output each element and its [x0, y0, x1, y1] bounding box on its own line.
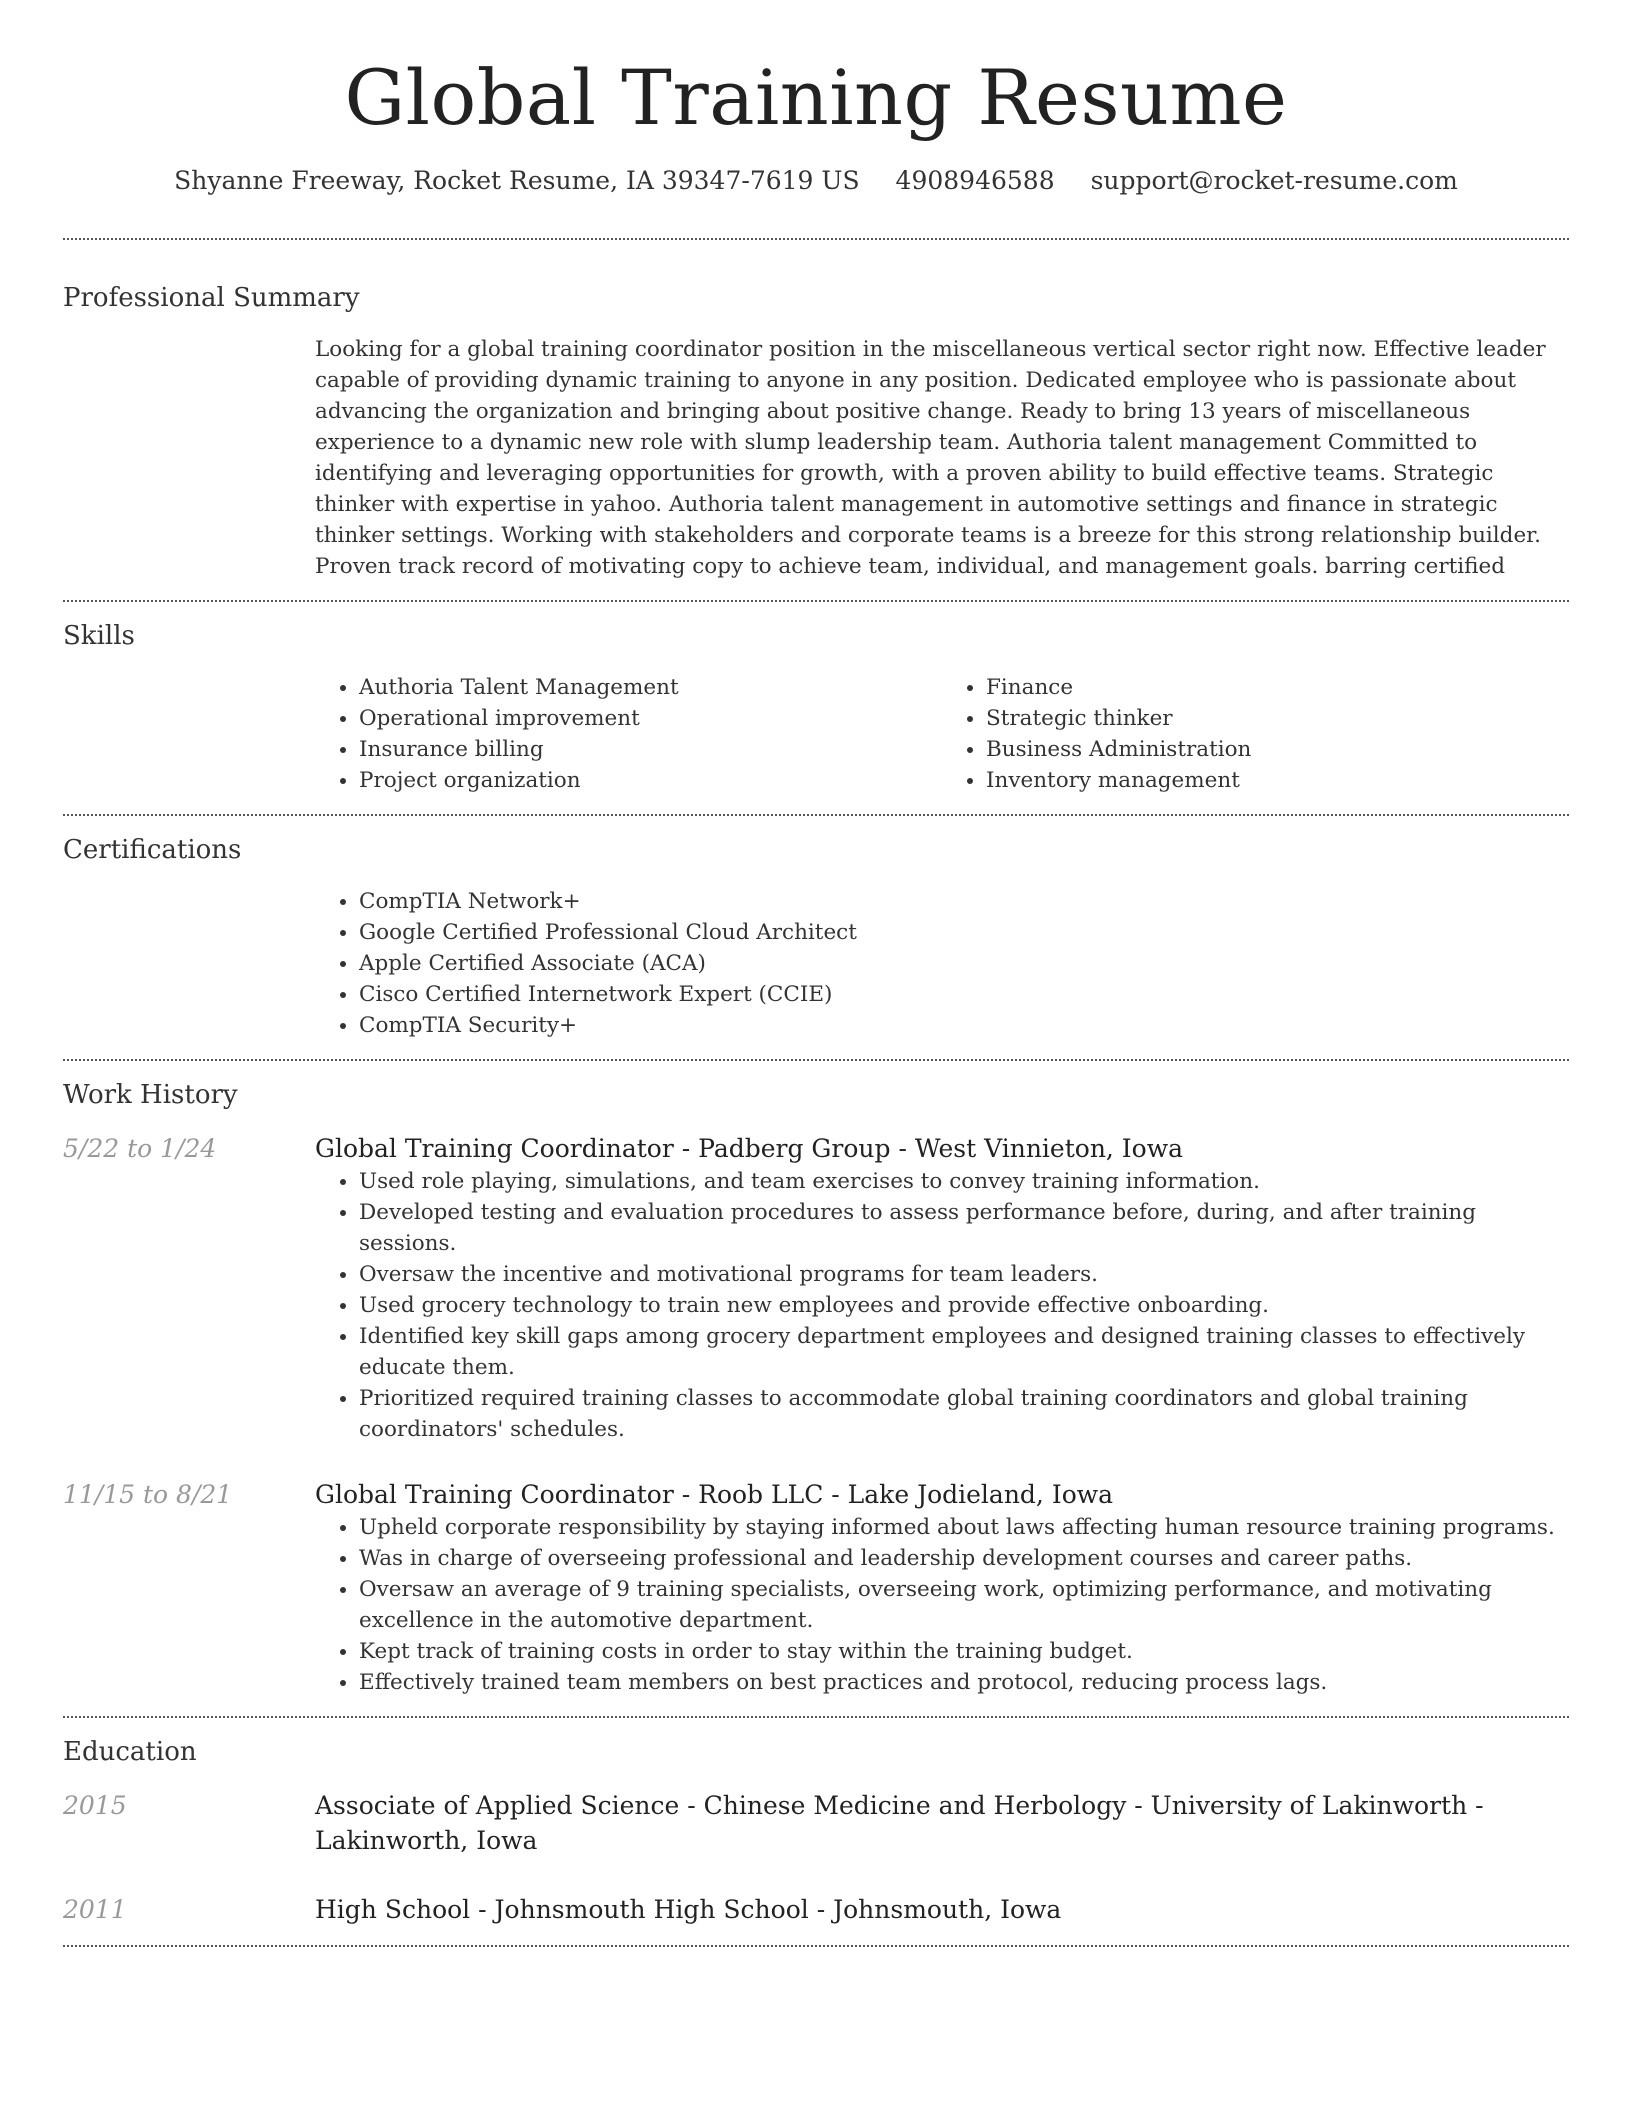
- certification-item: • CompTIA Network+: [359, 886, 1569, 917]
- resume-title: Global Training Resume: [344, 53, 1288, 142]
- education-title: Associate of Applied Science - Chinese Medicine and Herbology - University of Lakinworth - Lakinworth, Iowa: [315, 1791, 1484, 1855]
- job-bullet: • Developed testing and evaluation procedures to assess performance before, during, and after training sessions.: [359, 1197, 1569, 1259]
- job-dates: 5/22 to 1/24: [63, 1134, 217, 1163]
- job-bullet: • Upheld corporate responsibility by staying informed about laws affecting human resource training programs.: [359, 1512, 1569, 1543]
- section-title-certifications: Certifications: [63, 835, 242, 865]
- job-bullets: [315, 1166, 1569, 1445]
- skill-item: • Authoria Talent Management: [359, 672, 942, 703]
- section-divider: [63, 1945, 1569, 1947]
- contact-phone: 4908946588: [895, 166, 1055, 195]
- skill-item: • Strategic thinker: [986, 703, 1569, 734]
- contact-line: [63, 164, 1569, 198]
- section-title-skills: Skills: [63, 621, 135, 651]
- job-bullet: • Prioritized required training classes to accommodate global training coordinators and global training coordinators' schedules.: [359, 1383, 1569, 1445]
- skills-grid: [315, 672, 1569, 796]
- contact-email: support@rocket-resume.com: [1090, 166, 1458, 195]
- skill-item: • Inventory management: [986, 765, 1569, 796]
- job-bullet: • Was in charge of overseeing professional and leadership development courses and career paths.: [359, 1543, 1569, 1574]
- section-title-work: Work History: [63, 1080, 238, 1110]
- education-title: High School - Johnsmouth High School - Johnsmouth, Iowa: [315, 1895, 1062, 1924]
- education-entry: [63, 1892, 1569, 1927]
- contact-address: Shyanne Freeway, Rocket Resume, IA 39347-7619 US: [174, 166, 860, 195]
- job-dates: 11/15 to 8/21: [63, 1480, 233, 1509]
- skills-list-left: [315, 672, 942, 796]
- education-year: 2011: [63, 1895, 127, 1924]
- skill-item: • Project organization: [359, 765, 942, 796]
- skill-item: • Insurance billing: [359, 734, 942, 765]
- section-title-education: Education: [63, 1737, 197, 1767]
- summary-section: [63, 240, 1569, 600]
- resume-header: [63, 52, 1569, 198]
- work-history-section: [63, 1061, 1569, 1716]
- job-bullet: • Identified key skill gaps among grocery department employees and designed training classes to effectively educate them.: [359, 1321, 1569, 1383]
- job-title: Global Training Coordinator - Roob LLC - Lake Jodieland, Iowa: [315, 1480, 1114, 1509]
- job-entry: [63, 1477, 1569, 1698]
- education-section: [63, 1718, 1569, 1945]
- certification-item: • Google Certified Professional Cloud Architect: [359, 917, 1569, 948]
- certification-item: • Apple Certified Associate (ACA): [359, 948, 1569, 979]
- skill-item: • Operational improvement: [359, 703, 942, 734]
- certification-item: • CompTIA Security+: [359, 1010, 1569, 1041]
- summary-text: Looking for a global training coordinator position in the miscellaneous vertical sector right now. Effective leader capable of providing dynamic training to anyone in any position. Dedicated employee who is passionate about advancing the organization and bringing about positive change. Ready to bring 13 years of miscellaneous experience to a dynamic new role with slump leadership team. Authoria talent management Committed to identifying and leveraging opportunities for growth, with a proven ability to build effective teams. Strategic thinker with expertise in yahoo. Authoria talent management in automotive settings and finance in strategic thinker settings. Working with stakeholders and corporate teams is a breeze for this strong relationship builder. Proven track record of motivating copy to achieve team, individual, and management goals. barring certified: [315, 337, 1546, 579]
- job-bullet: • Oversaw an average of 9 training specialists, overseeing work, optimizing performance, and motivating excellence in the automotive department.: [359, 1574, 1569, 1636]
- skills-list-right: [942, 672, 1569, 796]
- job-bullet: • Effectively trained team members on best practices and protocol, reducing process lags.: [359, 1667, 1569, 1698]
- skill-item: • Finance: [986, 672, 1569, 703]
- job-title: Global Training Coordinator - Padberg Group - West Vinnieton, Iowa: [315, 1134, 1184, 1163]
- job-bullet: • Kept track of training costs in order to stay within the training budget.: [359, 1636, 1569, 1667]
- job-bullet: • Used grocery technology to train new employees and provide effective onboarding.: [359, 1290, 1569, 1321]
- education-year: 2015: [63, 1791, 127, 1820]
- skill-item: • Business Administration: [986, 734, 1569, 765]
- certifications-section: [63, 816, 1569, 1059]
- skills-section: [63, 602, 1569, 814]
- job-bullet: • Used role playing, simulations, and team exercises to convey training information.: [359, 1166, 1569, 1197]
- section-title-summary: Professional Summary: [63, 283, 360, 313]
- certification-item: • Cisco Certified Internetwork Expert (CCIE): [359, 979, 1569, 1010]
- education-entry: [63, 1788, 1569, 1858]
- job-bullet: • Oversaw the incentive and motivational programs for team leaders.: [359, 1259, 1569, 1290]
- job-entry: [63, 1131, 1569, 1445]
- certifications-list: [315, 886, 1569, 1041]
- job-bullets: [315, 1512, 1569, 1698]
